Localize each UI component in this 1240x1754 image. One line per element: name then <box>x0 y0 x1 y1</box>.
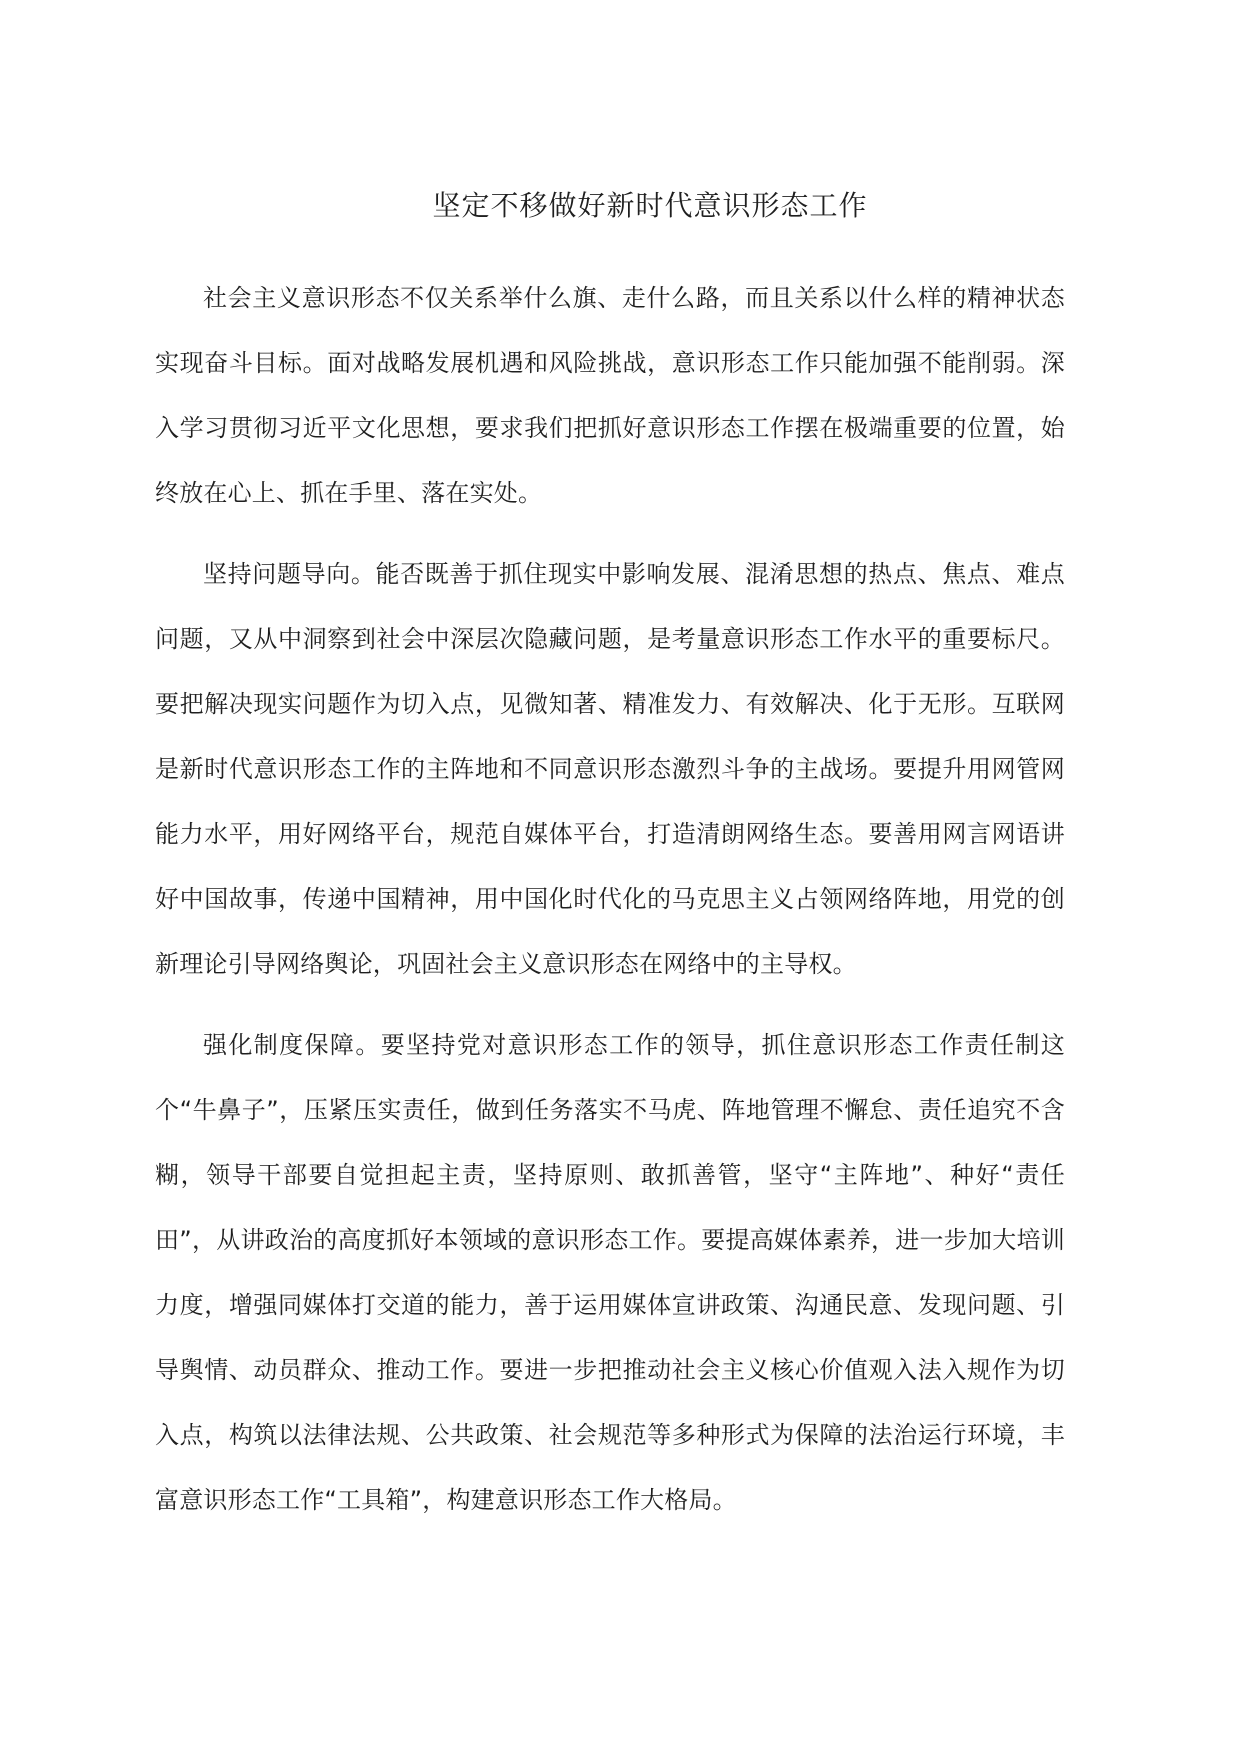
document-title: 坚定不移做好新时代意识形态工作 <box>432 189 868 222</box>
paragraph-problem-orientation: 坚持问题导向。能否既善于抓住现实中影响发展、混淆思想的热点、焦点、难点问题，又从中洞察到社会中深层次隐藏问题，是考量意识形态工作水平的重要标尺。要把解决现实问题作为切入点，见微知著、精准发力、有效解决、化于无形。互联网是新时代意识形态工作的主阵地和不同意识形态激烈斗争的主战场。要提升用网管网能力水平，用好网络平台，规范自媒体平台，打造清朗网络生态。要善用网言网语讲好中国故事，传递中国精神，用中国化时代化的马克思主义占领网络阵地，用党的创新理论引导网络舆论，巩固社会主义意识形态在网络中的主导权。 <box>155 560 1065 978</box>
paragraph-intro: 社会主义意识形态不仅关系举什么旗、走什么路，而且关系以什么样的精神状态实现奋斗目标。面对战略发展机遇和风险挑战，意识形态工作只能加强不能削弱。深入学习贯彻习近平文化思想，要求我们把抓好意识形态工作摆在极端重要的位置，始终放在心上、抓在手里、落在实处。 <box>155 284 1065 507</box>
document-body <box>155 266 1065 1549</box>
paragraph-institutional-guarantee: 强化制度保障。要坚持党对意识形态工作的领导，抓住意识形态工作责任制这个“牛鼻子”，压紧压实责任，做到任务落实不马虎、阵地管理不懈怠、责任追究不含糊，领导干部要自觉担起主责，坚持原则、敢抓善管，坚守“主阵地”、种好“责任田”，从讲政治的高度抓好本领域的意识形态工作。要提高媒体素养，进一步加大培训力度，增强同媒体打交道的能力，善于运用媒体宣讲政策、沟通民意、发现问题、引导舆情、动员群众、推动工作。要进一步把推动社会主义核心价值观入法入规作为切入点，构筑以法律法规、公共政策、社会规范等多种形式为保障的法治运行环境，丰富意识形态工作“工具箱”，构建意识形态工作大格局。 <box>155 1031 1065 1514</box>
